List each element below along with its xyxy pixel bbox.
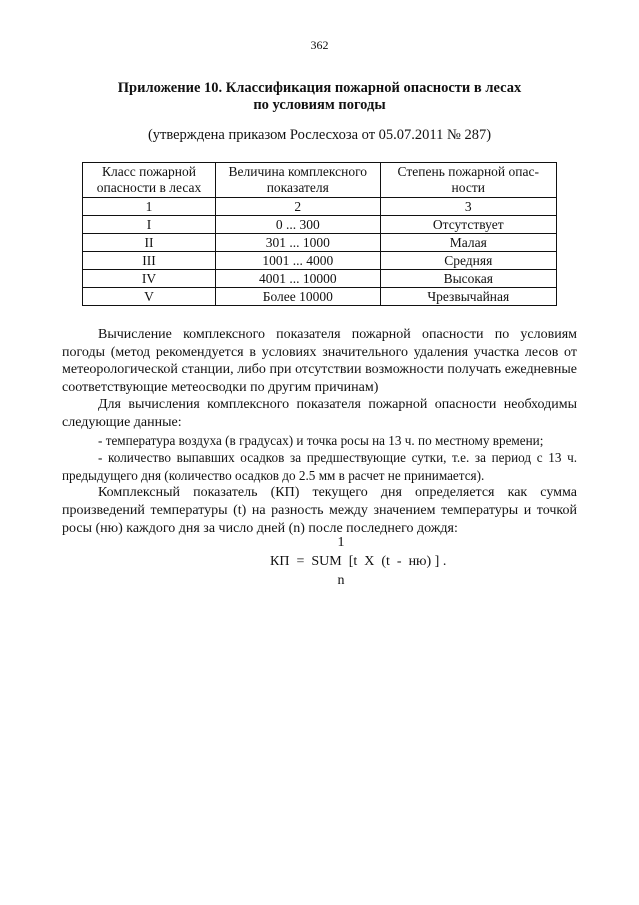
table-cell: Средняя <box>380 252 556 270</box>
header-class: Класс пожарной опасности в лесах <box>83 163 216 198</box>
header-index-value: Величина комплексного показателя <box>216 163 381 198</box>
table-cell: Отсутствует <box>380 216 556 234</box>
table-row <box>83 216 557 234</box>
page-title <box>60 80 579 114</box>
formula-lower-limit: n <box>337 573 345 588</box>
table-cell: 2 <box>216 198 381 216</box>
title-line-2: по условиям погоды <box>253 97 386 113</box>
table-cell: 301 ... 1000 <box>216 234 381 252</box>
table-cell: 0 ... 300 <box>216 216 381 234</box>
paragraph-method: Вычисление комплексного показателя пожарной опасности по условиям погоды (метод рекомендуется в условиях значительного удаления участка лесов от метеорологической станции, либо при отсутствии возможности получать ежедневные соответствующие метеосводки по другим причинам) <box>62 327 577 395</box>
fire-danger-table <box>82 162 557 306</box>
table-cell: IV <box>83 270 216 288</box>
table-cell: 3 <box>380 198 556 216</box>
formula <box>0 535 639 595</box>
table-cell: I <box>83 216 216 234</box>
paragraph-definition: Комплексный показатель (КП) текущего дня определяется как сумма произведений температуры (t) на разность между значением температуры и точкой росы (ню) каждого дня за число дней (n) после последнего дождя: <box>62 485 577 536</box>
list-item-precipitation: - количество выпавших осадков за предшествующие сутки, т.е. за период с 13 ч. предыдущего дня (количество осадков до 2.5 мм в расчет не принимается). <box>62 450 577 483</box>
formula-expression: КП = SUM [t X (t - ню) ] . <box>270 554 447 569</box>
table-numbering-row <box>83 198 557 216</box>
table-row <box>83 270 557 288</box>
paragraph-required-data: Для вычисления комплексного показателя пожарной опасности необходимы следующие данные: <box>62 397 577 430</box>
table-cell: II <box>83 234 216 252</box>
table-cell: Малая <box>380 234 556 252</box>
table-cell: Чрезвычайная <box>380 288 556 306</box>
table-row <box>83 252 557 270</box>
table-row <box>83 234 557 252</box>
table-cell: 1001 ... 4000 <box>216 252 381 270</box>
body-text <box>62 326 577 537</box>
title-line-1: Приложение 10. Классификация пожарной опасности в лесах <box>117 80 522 96</box>
table-cell: Более 10000 <box>216 288 381 306</box>
table-header-row <box>83 163 557 198</box>
header-danger-degree: Степень пожарной опас- ности <box>380 163 556 198</box>
table-row <box>83 288 557 306</box>
page-number: 362 <box>310 38 329 52</box>
approval-note: (утверждена приказом Рослесхоза от 05.07.2011 № 287) <box>147 127 492 143</box>
formula-upper-limit: 1 <box>337 535 345 550</box>
table-cell: III <box>83 252 216 270</box>
table-cell: V <box>83 288 216 306</box>
table-cell: 4001 ... 10000 <box>216 270 381 288</box>
table-cell: 1 <box>83 198 216 216</box>
table-cell: Высокая <box>380 270 556 288</box>
list-item-temperature: - температура воздуха (в градусах) и точка росы на 13 ч. по местному времени; <box>98 432 544 448</box>
